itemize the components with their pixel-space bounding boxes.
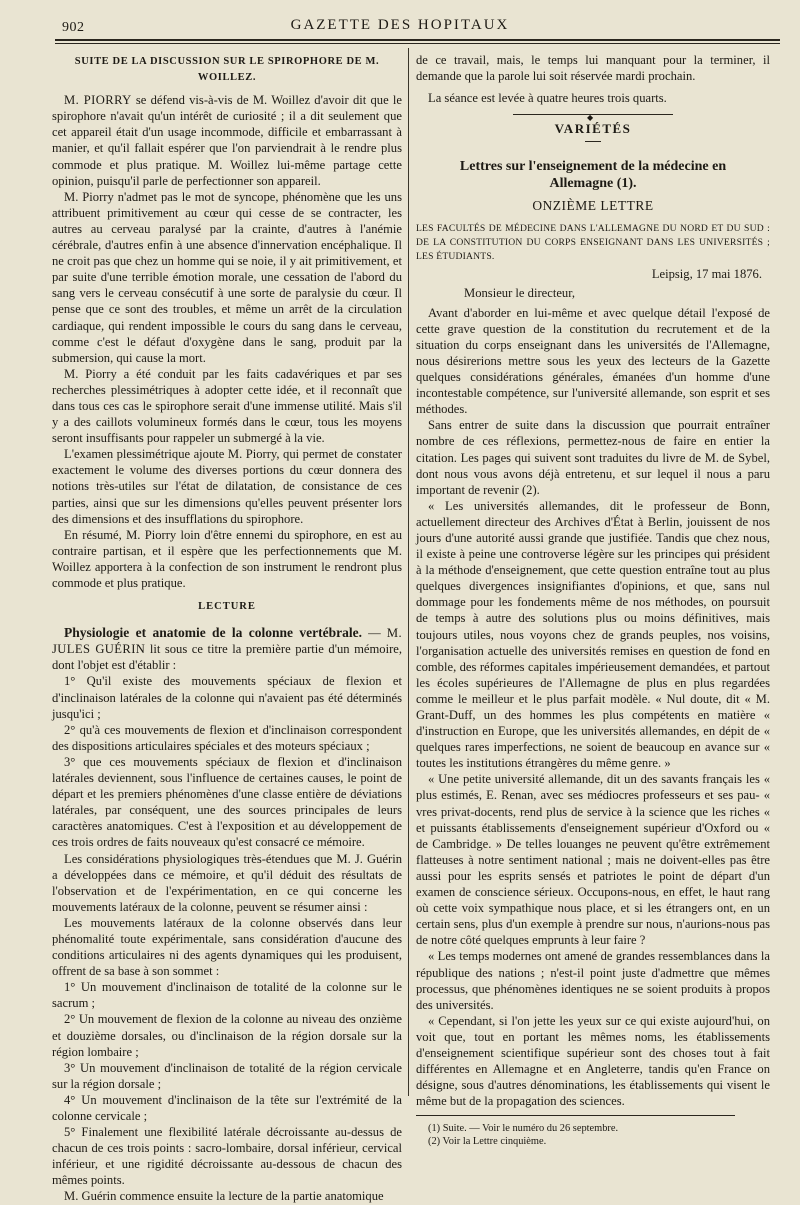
header-rule [55, 39, 780, 41]
right-column [416, 52, 770, 1148]
paragraph: Les considérations physiologiques très-étendues que M. J. Guérin a développées dans ce mémoire, et qu'il déduit des résultats de l'observation et de l'expérimentation, en ce qui concerne les mouvements latéraux de la colonne, peuvent se résumer ainsi : [52, 851, 402, 914]
list-item: 1° Qu'il existe des mouvements spéciaux de flexion et d'inclinaison latérales de la colonne qui n'avaient pas été déterminés jusqu'ici ; [52, 674, 402, 721]
footnote-rule [416, 1115, 735, 1116]
column-divider [408, 48, 409, 1096]
paragraph: M. Piorry n'admet pas le mot de syncope, phénomène que les uns attribuent primitivement au cœur qui cesse de se contracter, les autres au cerveau paralysé par la crainte, d'autres à l'anémie cérébrale, d'autres enfin à une absence d'innervation encéphalique. Il ne croit pas que chez un homme qui se noie, il y ait primitivement, et par suite d'une terrible émotion morale, une cessation de l'abord du sang vers le cerveau consécutif à une sorte de paralysie du cœur. Il pense que ce sont des troubles, et même un arrêt de la circulation cardiaque, qui rendent impossible le cours du sang dans le cerveau, comme c'est le défaut d'oxygène dans le sang, produit par la submersion, qui cause la mort. [52, 189, 402, 365]
list-movements [52, 979, 402, 1188]
article-title: Physiologie et anatomie de la colonne vertébrale. [64, 625, 362, 641]
section-separator [513, 113, 673, 123]
list-item: 3° que ces mouvements spéciaux de flexion et d'inclinaison latérales deviennent, sous l'influence de certaines causes, le point de départ et les premiers phénomènes d'une classe entière de déviations latérales, par conséquent, une des sources principales de leurs caractères anatomiques. C'est à l'exposition et au développement de ces trois ordres de faits nouveaux qu'est consacré ce mémoire. [52, 754, 402, 850]
paragraph: de ce travail, mais, le temps lui manquant pour la terminer, il demande que la parole lui soit réservée mardi prochain. [416, 53, 770, 84]
paragraph: En résumé, M. Piorry loin d'être ennemi du spirophore, en est au contraire partisan, et il espère que les perfectionnements que M. Woillez apportera à la confection de son instrument le rendront plus commode et plus pratique. [52, 527, 402, 590]
left-column [52, 52, 402, 1205]
list-item: 3° Un mouvement d'inclinaison de totalité de la région cervicale sur la région dorsale ; [52, 1060, 402, 1091]
letter-summary: LES FACULTÉS DE MÉDECINE DANS L'ALLEMAGNE DU NORD ET DU SUD : DE LA CONSTITUTION DU CORPS ENSEIGNANT DANS LES UNIVERSITÉS ; LES ÉTUDIANTS. [416, 223, 770, 263]
speaker-name: M. PIORRY [64, 93, 132, 108]
paragraph-physiologie: Physiologie et anatomie de la colonne vertébrale. — M. JULES GUÉRIN lit sous ce titre la première partie d'un mémoire, dont l'objet est d'établir : [52, 625, 403, 673]
paragraph: « Cependant, si l'on jette les yeux sur ce qui existe aujourd'hui, on voit que, tout en portant les mêmes noms, les établissements d'enseignement scientifique supérieur sont des choses tout à fait différentes en Allemagne et en Angleterre, tandis qu'en France on désigne, sous d'autres dénominations, les établissements qui visent le même but de la propagation des sciences. [416, 1013, 770, 1109]
short-rule [585, 141, 601, 142]
list-item: 5° Finalement une flexibilité latérale décroissante au-dessus de chacun de ces trois points : sacro-lombaire, dorsal inférieur, cervical inférieur, et une rigidité décroissante au-dessous de chacun des mêmes points. [52, 1125, 402, 1188]
list-establish [52, 673, 402, 850]
paragraph: « Les universités allemandes, dit le professeur de Bonn, actuellement directeur des Archives d'État à Berlin, jouissent de nos jours d'une autorité aussi grande que justifiée. Tandis que chez nous, il existe à peine une controverse légère sur les principes qui président à la méthode d'enseignement, que cette question entraîne tout au plus quelques divergences insignifiantes d'opinions, et que, sans nul dommage pour les fondements même de nos méthodes, on poursuit de temps à autre des solutions plus ou moins définitives, mais toujours utiles, nous voyons chez de grands peuples, nos voisins, l'organisation actuelle des universités remises en question de fond en comble, des réformes capitales impérieusement demandées, et partout les écoles supérieures de l'Allemagne de plus en plus regardées comme le meilleur et le plus parfait modèle. « Nul doute, dit « M. Grant-Duff, un des hommes les plus compétents en matière « d'instruction en Europe, que les universités allemandes, en dépit de « quelques rares imperfections, ne soient de beaucoup en avance sur « toutes les institutions étrangères du même genre. » [416, 498, 770, 771]
paragraph: M. PIORRY se défend vis-à-vis de M. Woillez d'avoir dit que le spirophore n'avait qu'un intérêt de curiosité ; il a dit seulement que cet appareil était d'un usage incommode, difficile et embarrassant à manier, et qu'il fallait espérer que l'on parviendrait à le rendre plus commode et plus pratique. M. Woillez lui-même partage cette opinion, puisqu'il parle de perfectionner son appareil. [52, 93, 402, 188]
paragraph: Les mouvements latéraux de la colonne observés dans leur phénomalité toute expérimentale, sans considération d'aucune des conditions articulaires ni des agents dynamiques qui les produisent, offrent de sa base à son sommet : [52, 915, 402, 979]
paragraph: Sans entrer de suite dans la discussion que pourrait entraîner nombre de ces réflexions, permettez-nous de faire en entier la citation. Les pages qui suivent sont traduites du livre de M. de Sybel, dont nous vous avons déjà entretenu, et sur lequel il nous a paru important de revenir (2). [416, 418, 770, 497]
letter-number: ONZIÈME LETTRE [532, 198, 654, 214]
letter-series-title: Lettres sur l'enseignement de la médecine en Allemagne (1). [459, 159, 727, 192]
page-number: 902 [62, 20, 85, 35]
header-rule-thin [55, 43, 780, 44]
diamond-icon: ◆ [587, 113, 594, 123]
list-item: 4° Un mouvement d'inclinaison de la tête sur l'extrémité de la colonne cervicale ; [52, 1092, 402, 1123]
paragraph: M. Guérin commence ensuite la lecture de la partie anatomique [64, 1189, 384, 1204]
salutation: Monsieur le directeur, [464, 285, 576, 300]
section-heading-spirophore: SUITE DE LA DISCUSSION SUR LE SPIROPHORE DE M. WOILLEZ. [74, 56, 380, 84]
letter-date: Leipsig, 17 mai 1876. [651, 267, 762, 282]
paragraph: « Les temps modernes ont amené de grandes ressemblances dans la république des nations ; n'est-il point juste d'admettre que mêmes processus, que phénomènes identiques ne se soient produits à propos des universités. [416, 949, 770, 1012]
paragraph: L'examen plessimétrique ajoute M. Piorry, qui permet de constater exactement le volume des diverses portions du cœur donnera des notions très-utiles sur l'état de dilatation, de consistance de ces parties, ainsi que sur les dimensions qu'elles peuvent présenter lors des dimensions et des insufflations du spirophore. [52, 447, 402, 526]
author-name: M. JULES GUÉRIN [52, 626, 402, 657]
masthead-title: GAZETTE DES HOPITAUX [290, 17, 510, 33]
list-item: 2° qu'à ces mouvements de flexion et d'inclinaison correspondent des dispositions articulaires spéciales et des moteurs spéciaux ; [52, 722, 402, 753]
list-item: 1° Un mouvement d'inclinaison de totalité de la colonne sur le sacrum ; [52, 980, 402, 1011]
paragraph: M. Piorry a été conduit par les faits cadavériques et par ses recherches plessimétriques à adopter cette idée, et il reconnaît que dans tous ces cas le spirophore serait d'une immense utilité. Mais s'il y a des caillots volumineux formés dans le cœur, tous les moyens seront insuffisants pour rappeler un submergé à la vie. [52, 366, 402, 446]
varietes-heading: VARIÉTÉS [554, 121, 632, 137]
seance-closing: La séance est levée à quatre heures trois quarts. [428, 91, 667, 106]
paragraph: Avant d'aborder en lui-même et avec quelque détail l'exposé de cette grave question de la constitution du recrutement et de la situation du corps enseignant dans les universités de l'Allemagne, nous désirerions mettre sous les yeux des lecteurs de la Gazette quelques considérations générales, émanées d'un homme d'une incontestable compétence, sur l'université allemande, son esprit et ses méthodes. [416, 305, 770, 417]
footnote: (1) Suite. — Voir le numéro du 26 septembre. [428, 1123, 619, 1135]
paragraph: « Une petite université allemande, dit un des savants français les « plus estimés, E. Renan, avec ses médiocres professeurs et ses pau- « vres privat-docents, rend plus de service à la science que les riches « et puissants établissements d'enseignement supérieur d'Oxford ou « de Cambridge. » De telles louanges ne peuvent qu'être extrêmement flatteuses à notre sentiment national ; mais ne doivent-elles pas être aussi pour les esprits sensés et patriotes le point de départ d'un examen de conscience sérieux. Occupons-nous, en effet, le haut rang où cette voix sympathique nous place, et si les étrangers ont, en un certain sens, plus d'un exemple à prendre sur nous, n'aurions-nous pas de notre côté quelques emprunts à leur faire ? [416, 772, 770, 948]
list-item: 2° Un mouvement de flexion de la colonne au niveau des onzième et douzième dorsales, ou d'inclinaison de la région dorsale sur la région lombaire ; [52, 1012, 402, 1059]
footnote: (2) Voir la Lettre cinquième. [428, 1136, 547, 1148]
lecture-heading: LECTURE [198, 601, 256, 613]
